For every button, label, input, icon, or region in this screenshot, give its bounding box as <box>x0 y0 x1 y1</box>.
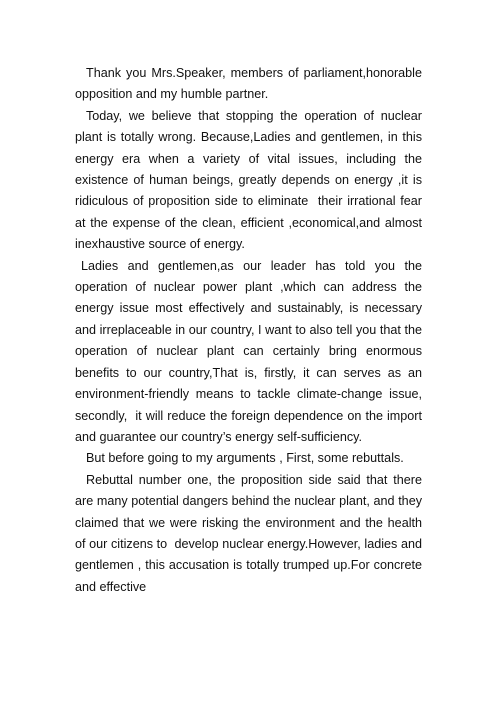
paragraph-rebuttal-one: Rebuttal number one, the proposition side said that there are many potential dangers behind the nuclear plant, and they claimed that we were risking the environment and the health of our citizens to develop nuclear energy.However, ladies and gentlemen , this accusation is totally trumped up.For concrete and effective <box>75 472 422 594</box>
paragraph-position-statement: Today, we believe that stopping the operation of nuclear plant is totally wrong. Because,Ladies and gentlemen, in this energy era when a variety of vital issues, including the existence of human beings, greatly depends on energy ,it is ridiculous of proposition side to eliminate their irrational fear at the expense of the clean, efficient ,economical,and almost inexhaustive source of energy. <box>75 108 422 252</box>
paragraph-rebuttal-intro: But before going to my arguments , First, some rebuttals. <box>86 451 404 466</box>
paragraph-benefits: Ladies and gentlemen,as our leader has told you the operation of nuclear power plant ,which can address the energy issue most effectively and sustainably, is necessary and irreplaceable in our country, I want to also tell you that the operation of nuclear plant can certainly bring enormous benefits to our country,That is, firstly, it can serves as an environment-friendly means to tackle climate-change issue, secondly, it will reduce the foreign dependence on the import and guarantee our country’s energy self-sufficiency. <box>75 258 422 444</box>
paragraph-opening-thanks: Thank you Mrs.Speaker, members of parliament,honorable opposition and my humble partner. <box>75 66 422 102</box>
document-page <box>75 63 422 598</box>
